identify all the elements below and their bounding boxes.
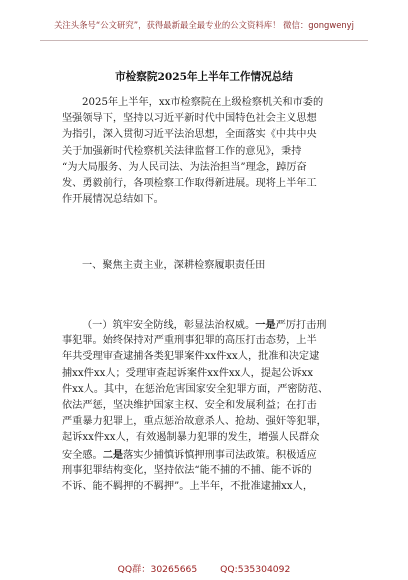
paragraph-line [62,447,354,463]
paragraph-line: 年共受理审查逮捕各类犯罪案件xx件xx人，批准和决定逮 [62,351,320,363]
emphasis-text: 二是 [102,448,124,461]
paragraph-line: 严重暴力犯罪上，重点惩治故意杀人、抢劫、强奸等犯罪， [62,416,327,428]
paragraph-line: “为大局服务、为人民司法、为法治担当”理念，踔厉奋 [62,161,307,173]
paragraph-line: 事犯罪。始终保持对严重刑事犯罪的高压打击态势，上半 [62,335,317,347]
line-text: 安全感。 [62,449,103,461]
paragraph-line: 关于加强新时代检察机关法律监督工作的意见》，秉持 [62,145,302,157]
paragraph-line: 坚强领导下，坚持以习近平新时代中国特色社会主义思想 [62,113,317,125]
paragraph-line: 刑事犯罪结构变化，坚持依法“能不捕的不捕、能不诉的 [62,464,312,476]
paragraph-line: 发、勇毅前行，各项检察工作取得新进展。现将上半年工 [62,177,317,189]
intro-paragraph [62,95,354,208]
qq-group-text: QQ群：30265665 [117,564,198,575]
paragraph-line: 件xx人。其中，在惩治危害国家安全犯罪方面，严密防范、 [62,383,329,395]
qq-text: QQ:535304092 [220,564,291,575]
paragraph-line: 捕xx件xx人；受理审查起诉案件xx件xx人，提起公诉xx [62,367,314,379]
line-text: 严厉打击刑 [275,320,327,331]
paragraph-line: 作开展情况总结如下。 [62,194,164,206]
paragraph-line [62,317,354,333]
paragraph-line: 2025年上半年，xx市检察院在上级检察机关和市委的 [82,97,324,108]
paragraph-line: 依法严惩，坚决维护国家主权、安全和发展利益；在打击 [62,399,317,411]
contact-footer [0,561,408,575]
paragraph-line: 不诉、能不羁押的不羁押”。上半年，不批准逮捕xx人， [62,480,314,492]
page-title: 市检察院2025年上半年工作情况总结 [115,71,293,83]
promo-header: 关注头条号“公文研究”，获得最新最全最专业的公文资料库！ 微信：gongwenyj [54,20,354,30]
section-heading: 一、聚焦主责主业，深耕检察履职责任田 [82,260,266,271]
subsection-label: （一）筑牢安全防线，彰显法治权威。 [82,320,256,331]
paragraph-line: 为指引，深入贯彻习近平法治思想，全面落实《中共中央 [62,129,317,141]
header-divider [40,40,368,41]
paragraph-line: 起诉xx件xx人，有效遏制暴力犯罪的发生，增强人民群众 [62,432,320,444]
emphasis-text: 一是 [255,319,276,331]
line-text: 落实少捕慎诉慎押刑事司法政策。积极适应 [123,449,317,461]
subsection-paragraph [62,317,354,495]
section-heading-block [62,258,354,274]
